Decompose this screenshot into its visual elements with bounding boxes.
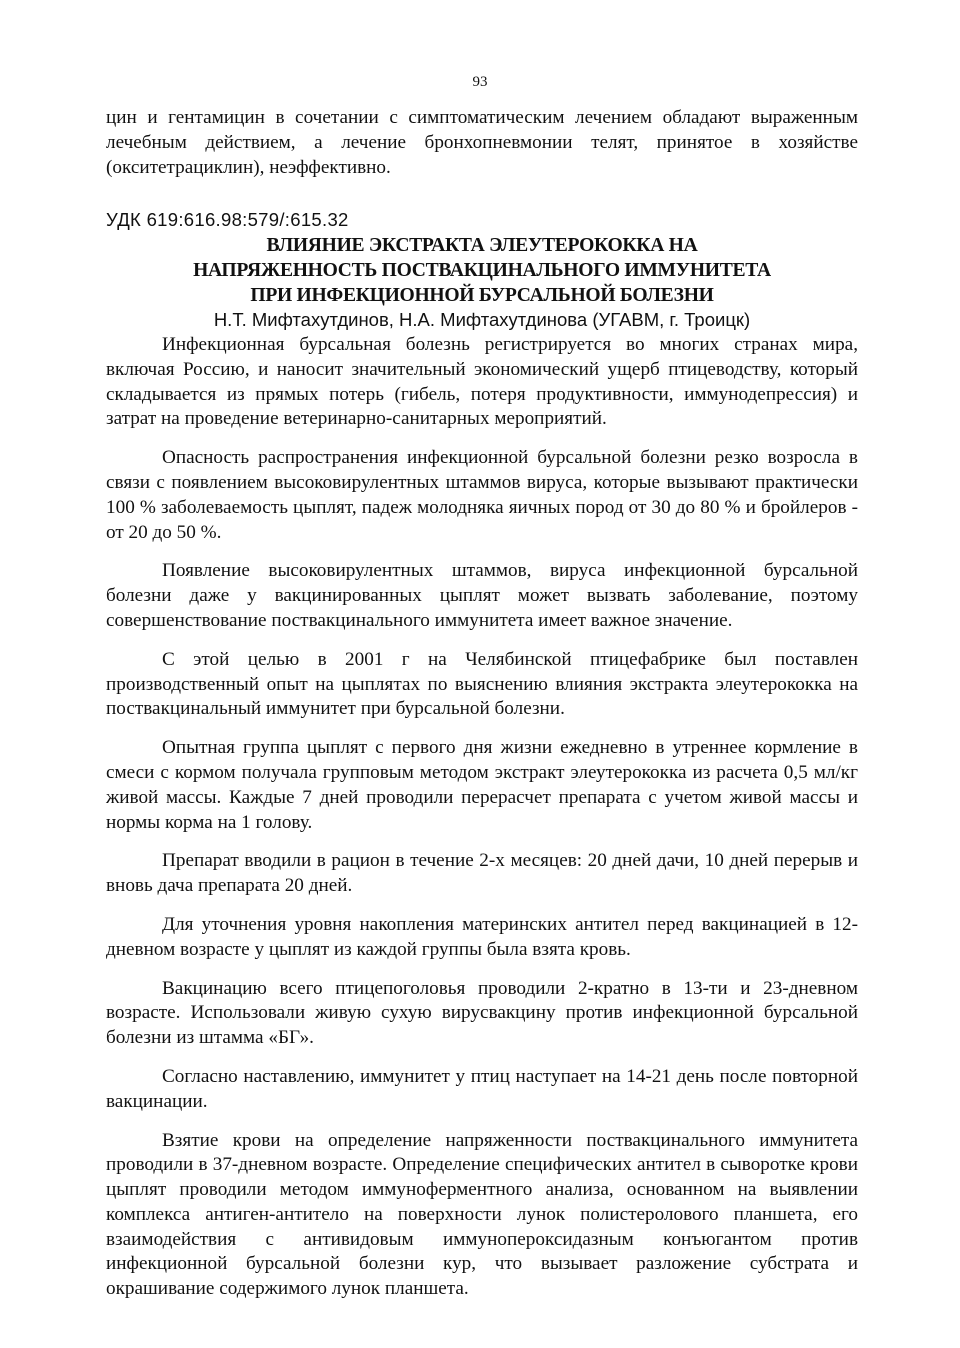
- body-paragraph: Появление высоковирулентных штаммов, вируса инфекционной бурсальной болезни даже у вакцинированных цыплят может вызвать заболевание, поэтому совершенствование поствакцинального иммунитета имеет важное значение.: [106, 560, 858, 631]
- title-line: НАПРЯЖЕННОСТЬ ПОСТВАКЦИНАЛЬНОГО ИММУНИТЕТА: [193, 260, 771, 282]
- page-content: [106, 106, 858, 1302]
- intro-paragraph: цин и гентамицин в сочетании с симптоматическим лечением обладают выраженным лечебным действием, а лечение бронхопневмонии телят, принятое в хозяйстве (окситетрациклин), неэффективно.: [106, 107, 858, 178]
- body-paragraph: Опасность распространения инфекционной бурсальной болезни резко возросла в связи с появлением высоковирулентных штаммов вируса, которые вызывают практически 100 % заболеваемость цыплят, падеж молодняка яичных пород от 30 до 80 % и бройлеров - от 20 до 50 %.: [106, 447, 858, 543]
- body-paragraph: Вакцинацию всего птицепоголовья проводили 2-кратно в 13-ти и 23-дневном возрасте. Использовали живую сухую вирусвакцину против инфекционной бурсальной болезни из штамма «БГ».: [106, 977, 858, 1049]
- page-number: 93: [472, 74, 488, 90]
- body-paragraph: Опытная группа цыплят с первого дня жизни ежедневно в утреннее кормление в смеси с кормом получала групповым методом экстракт элеутерококка из расчета 0,5 мл/кг живой массы. Каждые 7 дней проводили перерасчет препарата с учетом живой массы и нормы корма на 1 голову.: [106, 737, 858, 833]
- body-paragraph: Взятие крови на определение напряженности поствакцинального иммунитета проводили в 37-дневном возрасте. Определение специфических антител в сыворотке крови цыплят проводили методом иммуноферментного анализа, основанном на выявлении комплекса антиген-антитело на поверхности лунок полистеролового планшета, его взаимодействия с антивидовым иммунопероксидазным конъюгантом против инфекционной бурсальной болезни кур, что вызывает разложение субстрата и окрашивание содержимого лунок планшета.: [106, 1129, 858, 1300]
- body-paragraph: Согласно наставлению, иммунитет у птиц наступает на 14-21 день после повторной вакцинации.: [106, 1065, 858, 1112]
- body-paragraph: Для уточнения уровня накопления материнских антител перед вакцинацией в 12-дневном возрасте у цыплят из каждой группы была взята кровь.: [106, 913, 858, 960]
- body-paragraph: С этой целью в 2001 г на Челябинской птицефабрике был поставлен производственный опыт на цыплятах по выяснению влияния экстракта элеутерококка на поствакцинальный иммунитет при бурсальной болезни.: [106, 648, 858, 720]
- title-line: ВЛИЯНИЕ ЭКСТРАКТА ЭЛЕУТЕРОКОККА НА: [266, 235, 698, 257]
- body-paragraph: Препарат вводили в рацион в течение 2-х месяцев: 20 дней дачи, 10 дней перерыв и вновь дача препарата 20 дней.: [106, 850, 858, 897]
- authors-line: Н.Т. Мифтахутдинов, Н.А. Мифтахутдинова (УГАВМ, г. Троицк): [213, 309, 751, 331]
- udk-code: УДК 619:616.98:579/:615.32: [106, 209, 349, 231]
- title-line: ПРИ ИНФЕКЦИОННОЙ БУРСАЛЬНОЙ БОЛЕЗНИ: [250, 285, 714, 307]
- article-title: [106, 233, 858, 308]
- body-paragraph: Инфекционная бурсальная болезнь регистрируется во многих странах мира, включая Россию, и наносит значительный экономический ущерб птицеводству, который складывается из прямых потерь (гибель, потеря продуктивности, иммунодепрессия) и затрат на проведение ветеринарно-санитарных мероприятий.: [106, 333, 858, 430]
